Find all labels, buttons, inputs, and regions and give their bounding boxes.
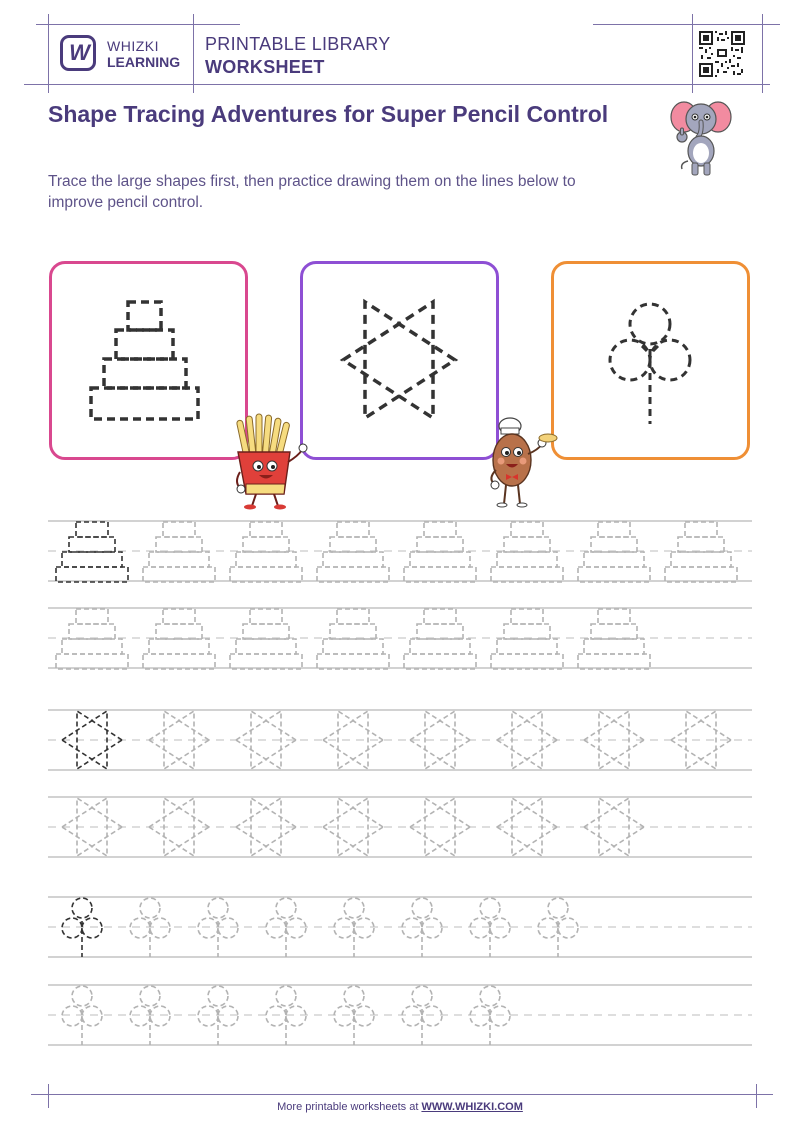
cake-trace-icon (665, 522, 737, 582)
practice-row-star[interactable] (48, 797, 752, 857)
cake-trace-icon (491, 609, 563, 669)
clover-trace-icon (334, 898, 374, 957)
clover-trace-icon (334, 986, 374, 1045)
footer-link[interactable]: WWW.WHIZKI.COM (421, 1101, 523, 1113)
cake-trace-icon (230, 609, 302, 669)
practice-row-cake[interactable] (48, 521, 752, 582)
clover-trace-icon (402, 898, 442, 957)
footer (0, 1101, 800, 1113)
worksheet-label: WORKSHEET (205, 57, 325, 77)
practice-row-star[interactable] (48, 710, 752, 770)
brand-name: WHIZKI (107, 38, 159, 54)
cake-trace-icon (317, 609, 389, 669)
cake-trace-icon (317, 522, 389, 582)
cake-trace-icon (578, 609, 650, 669)
cake-trace-icon (404, 609, 476, 669)
logo-letter: W (69, 40, 87, 65)
worksheet-instructions: Trace the large shapes first, then practice drawing them on the lines below to improve pencil control. (48, 173, 576, 211)
cake-trace-icon (56, 609, 128, 669)
footer-rule (31, 1094, 773, 1095)
cake-trace-icon (143, 522, 215, 582)
brand-subname: LEARNING (107, 54, 181, 70)
cake-trace-icon (56, 522, 128, 582)
practice-row-clover[interactable] (48, 897, 752, 957)
cake-trace-icon (491, 522, 563, 582)
worksheet-title: Shape Tracing Adventures for Super Pencil Control (48, 101, 609, 127)
cake-trace-icon (404, 522, 476, 582)
practice-row-cake[interactable] (48, 608, 752, 669)
footer-text: More printable worksheets at (277, 1101, 422, 1113)
cake-trace-icon (230, 522, 302, 582)
clover-trace-icon (402, 986, 442, 1045)
library-label: PRINTABLE LIBRARY (205, 34, 391, 54)
cake-trace-icon (578, 522, 650, 582)
cake-trace-icon (143, 609, 215, 669)
practice-row-clover[interactable] (48, 985, 752, 1045)
